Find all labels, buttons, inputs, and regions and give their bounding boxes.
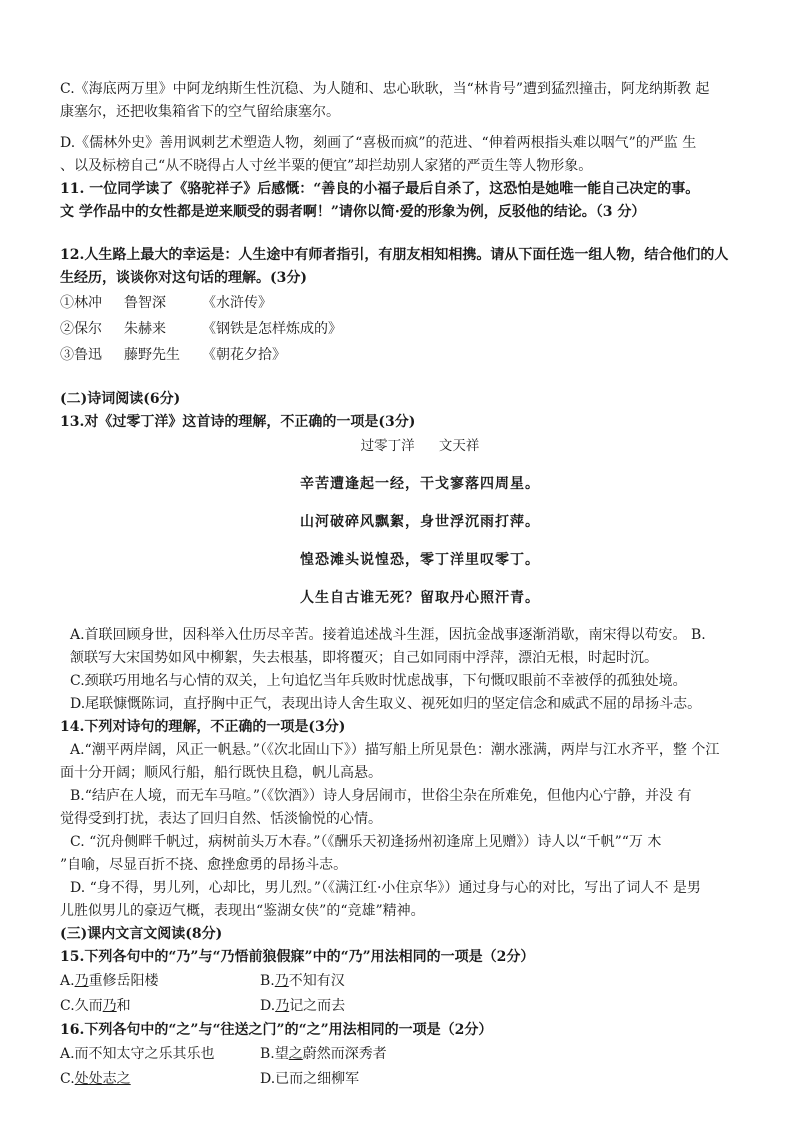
section-classical-heading: (三)课内文言文阅读(8分) [60,926,223,942]
poem-line-2: 山河破碎风飘絮，身世浮沉雨打萍。 [300,514,540,530]
poem-title-text: 过零丁洋 [360,438,415,454]
q15-option-d: D.乃记之而去 [260,998,346,1014]
exam-page [60,78,780,1092]
q15-row-ab [60,969,780,994]
q12-option-1-name: 鲁智深 [124,295,166,311]
q11-line2: 文 学作品中的女性都是逆来顺受的弱者啊！”请你以简·爱的形象为例，反驳他的结论。（3 分） [60,204,646,220]
q12-option-3 [60,342,780,368]
poem-author: 文天祥 [438,438,480,454]
q15-option-a: A.乃重修岳阳楼 [60,973,159,989]
poem-title [60,434,780,458]
q14-option-c-line2: ”自喻，尽显百折不挠、愈挫愈勇的昂扬斗志。 [60,857,348,873]
section-poetry-heading: (二)诗词阅读(6分) [60,391,181,407]
q14-stem: 14.下列对诗句的理解，不正确的一项是(3分) [60,719,346,735]
q12-line1: 12.人生路上最大的幸运是：人生途中有师者指引，有朋友相知相携。请从下面任选一组人物，结合他们的人 [60,247,729,263]
q12-option-1-no: ①林冲 [60,295,102,311]
q10-option-c-line2: 康塞尔，还把收集箱省下的空气留给康塞尔。 [60,104,340,120]
q14-option-d-line1: D. “身不得，男儿列，心却比，男儿烈。”（《满江红·小住京华》）通过身与心的对比，写出了词人不 是男 [70,880,701,896]
q10-option-d-line2: 、以及标榜自己“从不晓得占人寸丝半粟的便宜”却拦劫别人家猪的严贡生等人物形象。 [60,158,593,174]
q13-option-d: D.尾联慷慨陈词，直抒胸中正气，表现出诗人舍生取义、视死如归的坚定信念和威武不屈的昂扬斗志。 [70,696,702,712]
q14-option-d-line2: 儿胜似男儿的豪迈气概，表现出“鉴湖女侠”的“竞雄”精神。 [60,903,425,919]
q12-option-3-no: ③鲁迅 [60,347,102,363]
q16-row-ab [60,1042,780,1067]
poem-line-3: 惶恐滩头说惶恐，零丁洋里叹零丁。 [300,552,540,568]
q14-option-a-line1: A.“潮平两岸阔，风正一帆悬。”（《次北固山下》）描写船上所见景色：潮水涨满，两岸与江水齐平，整 个江 [70,742,720,758]
q14-option-b-line1: B.“结庐在人境，而无车马喧。”（《饮酒》）诗人身居闹市，世俗尘杂在所难免，但他内心宁静，并没 有 [70,788,692,804]
q16-option-d: D.已而之细柳军 [260,1071,360,1087]
q14-option-a-line2: 面十分开阔；顺风行船，船行既快且稳，帆儿高悬。 [60,765,382,781]
q13-option-c: C.颈联巧用地名与心情的双关，上句追忆当年兵败时忧虑战事，下句慨叹眼前不幸被俘的孤独处境。 [70,673,687,689]
q12-option-3-name: 藤野先生 [124,347,180,363]
q13-stem: 13.对《过零丁洋》这首诗的理解，不正确的一项是(3分) [60,414,416,430]
q12-option-2 [60,316,780,342]
q15-option-c: C.久而乃和 [60,998,131,1014]
q15-option-b: B.乃不知有汉 [260,973,345,989]
q10-option-d-line1: D.《儒林外史》善用讽刺艺术塑造人物，刻画了“喜极而疯”的范进、“伸着两根指头难以咽气”的严监 生 [60,135,697,151]
q16-row-cd [60,1067,780,1092]
q11-line1: 11. 一位同学读了《骆驼祥子》后感慨：“善良的小福子最后自杀了，这恐怕是她唯一能自己决定的事。 [60,181,700,197]
q16-option-c: C.处处志之 [60,1071,131,1087]
q10-option-c-line1: C.《海底两万里》中阿龙纳斯生性沉稳、为人随和、忠心耿耿，当“林肯号”遭到猛烈撞击，阿龙纳斯教 起 [60,81,710,97]
q15-stem: 15.下列各句中的“乃”与“乃悟前狼假寐”中的“乃”用法相同的一项是（2分） [60,949,535,965]
q12-option-2-name: 朱赫来 [124,321,166,337]
q12-option-1 [60,290,780,316]
q16-option-a: A.而不知太守之乐其乐也 [60,1046,215,1062]
q13-option-b: 颔联写大宋国势如风中柳絮，失去根基，即将覆灭；自己如同雨中浮萍，漂泊无根，时起时沉。 [70,650,658,666]
q12-line2: 生经历，谈谈你对这句话的理解。(3分) [60,270,307,286]
poem-line-4: 人生自古谁无死？留取丹心照汗青。 [300,590,540,606]
q16-option-b: B.望之蔚然而深秀者 [260,1046,387,1062]
q12-option-3-book: 《朝花夕拾》 [202,347,286,363]
q13-option-a: A.首联回顾身世，因科举入仕历尽辛苦。接着追述战斗生涯，因抗金战事逐渐消歇，南宋得以苟安。 B. [70,627,706,643]
q12-option-2-no: ②保尔 [60,321,102,337]
q15-row-cd [60,994,780,1019]
q16-stem: 16.下列各句中的“之”与“往送之门”的“之”用法相同的一项是（2分） [60,1022,493,1038]
poem-line-1: 辛苦遭逢起一经，干戈寥落四周星。 [300,476,540,492]
q12-option-1-book: 《水浒传》 [202,295,272,311]
q14-option-b-line2: 觉得受到打扰，表达了回归自然、恬淡愉悦的心情。 [60,811,382,827]
q14-option-c-line1: C. “沉舟侧畔千帆过，病树前头万木春。”（《酬乐天初逢扬州初逢席上见赠》）诗人以“千帆”“万 木 [70,834,662,850]
q12-option-2-book: 《钢铁是怎样炼成的》 [202,321,342,337]
